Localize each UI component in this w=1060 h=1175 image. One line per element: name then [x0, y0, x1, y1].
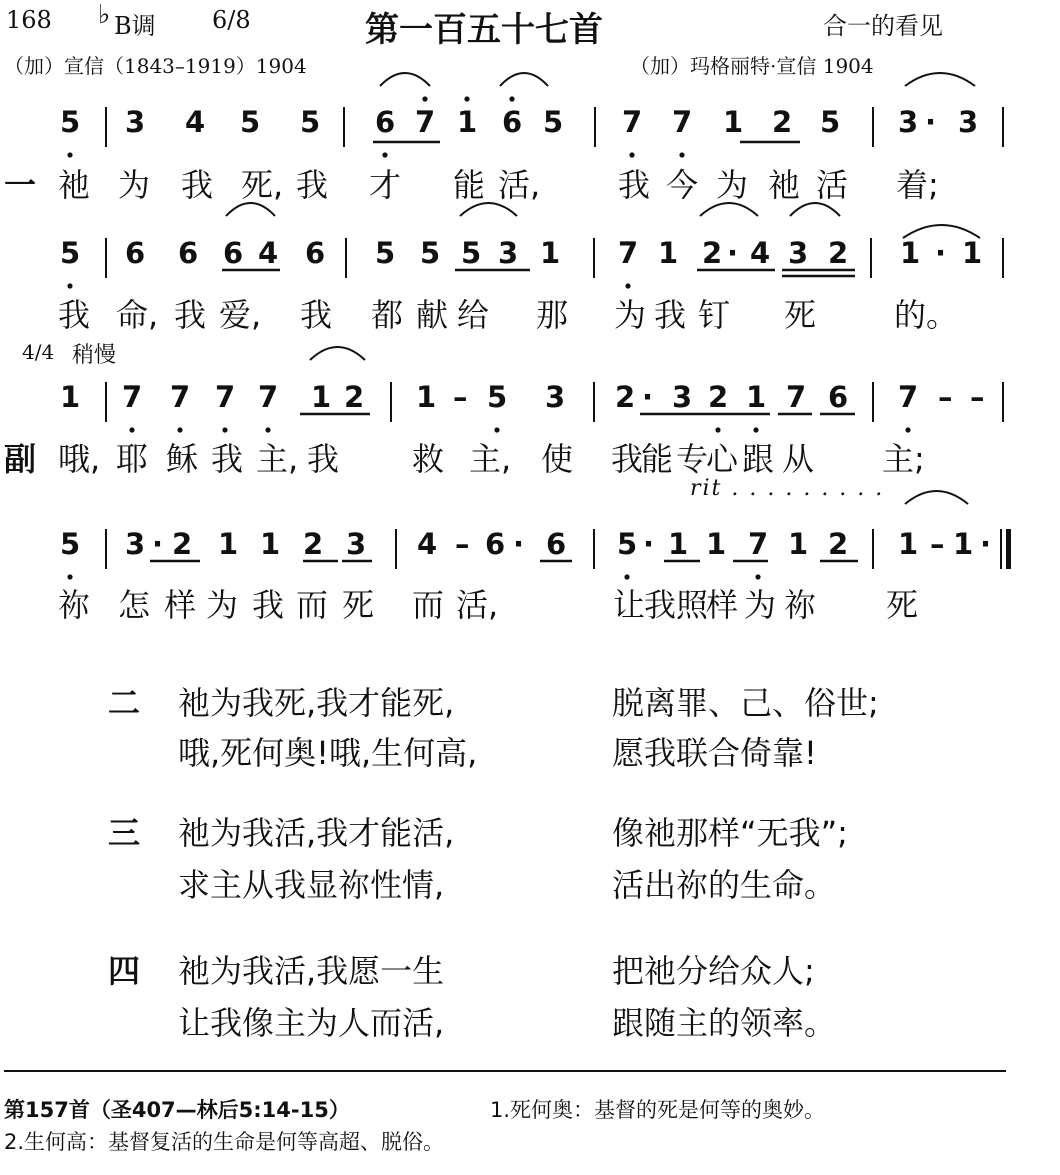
note: 3 — [125, 527, 146, 561]
note: · — [643, 527, 655, 561]
lyric-syllable: 怎 — [118, 586, 151, 624]
verse-line: 把祂分给众人; — [612, 952, 815, 990]
note: 3 — [958, 105, 979, 139]
tempo-meter: 4/4 — [22, 340, 55, 364]
lyric-syllable: 主; — [882, 440, 925, 478]
bar-line — [872, 382, 874, 422]
lyric-syllable: 命, — [116, 296, 159, 334]
bar-line — [390, 382, 392, 422]
verse-line: 哦,死何奥!哦,生何高, — [178, 734, 478, 772]
lyric-syllable: 救 — [412, 440, 445, 478]
note: 6 — [485, 527, 506, 561]
note: 3 — [125, 105, 146, 139]
note: 5 — [60, 527, 81, 561]
lyric-syllable: 钉 — [698, 296, 731, 334]
footer-reference: 第157首（圣407—林后5:14-15） — [4, 1098, 350, 1122]
lyric-syllable: 使 — [541, 440, 574, 478]
note: 1 — [668, 527, 689, 561]
octave-low-dot — [177, 427, 182, 432]
bar-line — [345, 238, 347, 278]
tempo-marking: 稍慢 — [72, 343, 117, 368]
lyric-syllable: 哦, — [58, 440, 101, 478]
bar-line — [395, 529, 397, 569]
bar-line — [1002, 238, 1004, 278]
lyric-syllable: 我 — [618, 166, 651, 204]
lyric-syllable: 死 — [886, 586, 919, 624]
lyric-syllable: 活, — [456, 586, 499, 624]
note: 2 — [708, 380, 729, 414]
note: 1 — [416, 380, 437, 414]
octave-low-dot — [679, 152, 684, 157]
note: – — [930, 527, 945, 561]
verse-line: 像祂那样“无我”; — [612, 814, 848, 852]
note: 2 — [772, 105, 793, 139]
verse-label: 一 — [4, 166, 37, 204]
lyric-syllable: 为 — [614, 296, 647, 334]
note: 1 — [706, 527, 727, 561]
lyric-syllable: 才 — [369, 166, 402, 204]
footer-divider — [4, 1070, 1006, 1072]
verse-line: 让我像主为人而活, — [178, 1004, 445, 1042]
note: 5 — [375, 236, 396, 270]
note: 6 — [375, 105, 396, 139]
lyric-syllable: 而 — [412, 586, 445, 624]
lyric-syllable: 能 — [641, 440, 674, 478]
lyric-syllable: 祢 — [58, 586, 91, 624]
note: 5 — [240, 105, 261, 139]
note: 4 — [750, 236, 771, 270]
bar-line — [105, 529, 107, 569]
lyric-syllable: 能 — [453, 166, 486, 204]
note: 2 — [615, 380, 636, 414]
note: – — [455, 527, 470, 561]
note: 7 — [898, 380, 919, 414]
note: 6 — [223, 236, 244, 270]
octave-high-dot — [464, 96, 469, 101]
lyric-syllable: 都 — [371, 296, 404, 334]
note: 6 — [502, 105, 523, 139]
note: · — [513, 527, 525, 561]
footer-note-1: 1.死何奥：基督的死是何等的奥妙。 — [490, 1098, 826, 1122]
octave-low-dot — [67, 152, 72, 157]
tie-slur — [905, 73, 975, 86]
lyric-syllable: 我 — [307, 440, 340, 478]
lyric-syllable: 的。 — [894, 296, 959, 334]
bar-line — [1002, 107, 1004, 147]
note: 7 — [170, 380, 191, 414]
note: 1 — [962, 236, 983, 270]
tie-slur — [500, 73, 548, 86]
verse-line: 跟随主的领率。 — [612, 1004, 837, 1042]
verse-line: 求主从我显祢性情, — [178, 866, 445, 904]
note: 2 — [828, 527, 849, 561]
lyric-syllable: 为 — [118, 166, 151, 204]
final-bar-line — [1006, 529, 1011, 569]
note: 3 — [672, 380, 693, 414]
octave-low-dot — [625, 283, 630, 288]
hymn-subtitle: 合一的看见 — [823, 12, 943, 40]
note: 5 — [820, 105, 841, 139]
note: 7 — [258, 380, 279, 414]
note: 1 — [658, 236, 679, 270]
note: 5 — [420, 236, 441, 270]
note: 1 — [260, 527, 281, 561]
verse-line: 活出祢的生命。 — [612, 866, 837, 904]
lyric-syllable: 祂 — [58, 166, 91, 204]
lyric-syllable: 我 — [296, 166, 329, 204]
lyric-syllable: 跟 — [742, 440, 775, 478]
note: 5 — [543, 105, 564, 139]
bar-line — [594, 107, 596, 147]
verse-number: 四 — [108, 952, 141, 990]
composer-credit: （加）玛格丽特·宣信 1904 — [630, 54, 874, 78]
bar-line — [870, 238, 872, 278]
lyric-syllable: 死, — [241, 166, 284, 204]
bar-line — [1000, 529, 1002, 569]
lyric-syllable: 稣 — [166, 440, 199, 478]
verse-number: 二 — [108, 684, 141, 722]
note: 1 — [218, 527, 239, 561]
lyric-syllable: 活, — [498, 166, 541, 204]
note: 7 — [122, 380, 143, 414]
note: 1 — [788, 527, 809, 561]
tie-slur — [380, 73, 430, 86]
ritardando-mark: rit . . . . . . . . . — [690, 476, 885, 501]
octave-low-dot — [265, 427, 270, 432]
lyric-syllable: 为 — [206, 586, 239, 624]
verse-label: 副 — [4, 440, 37, 478]
note: 4 — [258, 236, 279, 270]
note: 1 — [540, 236, 561, 270]
lyric-syllable: 让 — [613, 586, 646, 624]
tie-slur — [310, 347, 365, 360]
tie-slur — [905, 491, 968, 504]
note: 6 — [546, 527, 567, 561]
lyric-syllable: 样 — [164, 586, 197, 624]
note: 3 — [545, 380, 566, 414]
lyric-syllable: 我 — [644, 586, 677, 624]
note: 6 — [305, 236, 326, 270]
note: 3 — [346, 527, 367, 561]
bar-line — [872, 107, 874, 147]
verse-line: 祂为我活,我愿一生 — [178, 952, 445, 990]
note: 5 — [300, 105, 321, 139]
note: 4 — [185, 105, 206, 139]
octave-low-dot — [715, 427, 720, 432]
octave-low-dot — [905, 427, 910, 432]
bar-line — [105, 107, 107, 147]
verse-line: 祂为我死,我才能死, — [178, 684, 455, 722]
lyric-syllable: 心 — [706, 440, 739, 478]
lyric-syllable: 我 — [181, 166, 214, 204]
lyric-syllable: 为 — [744, 586, 777, 624]
hymn-number: 168 — [6, 6, 52, 34]
note: 2 — [828, 236, 849, 270]
note: 1 — [723, 105, 744, 139]
verse-line: 脱离罪、己、俗世; — [612, 684, 879, 722]
lyric-syllable: 我 — [58, 296, 91, 334]
verse-line: 祂为我活,我才能活, — [178, 814, 455, 852]
note: 2 — [702, 236, 723, 270]
footer-note-2: 2.生何高：基督复活的生命是何等高超、脱俗。 — [4, 1130, 445, 1154]
note: · — [152, 527, 164, 561]
octave-low-dot — [753, 427, 758, 432]
note: · — [925, 105, 937, 139]
note: 3 — [898, 105, 919, 139]
note: · — [727, 236, 739, 270]
note: 5 — [60, 236, 81, 270]
note: 5 — [461, 236, 482, 270]
lyric-syllable: 我 — [211, 440, 244, 478]
octave-low-dot — [67, 283, 72, 288]
bar-line — [872, 529, 874, 569]
note: 7 — [415, 105, 436, 139]
note: · — [642, 380, 654, 414]
lyric-syllable: 耶 — [116, 440, 149, 478]
verse-line: 愿我联合倚靠! — [612, 734, 817, 772]
note: 7 — [786, 380, 807, 414]
octave-low-dot — [494, 427, 499, 432]
lyric-syllable: 主, — [469, 440, 512, 478]
page-title: 第一百五十七首 — [365, 10, 603, 50]
note: 4 — [417, 527, 438, 561]
note: 1 — [953, 527, 974, 561]
lyric-syllable: 照 — [676, 586, 709, 624]
note: – — [970, 380, 985, 414]
lyric-syllable: 我 — [174, 296, 207, 334]
lyric-syllable: 我 — [654, 296, 687, 334]
lyric-syllable: 为 — [716, 166, 749, 204]
flat-sign: ♭ — [98, 0, 111, 30]
lyric-syllable: 死 — [342, 586, 375, 624]
bar-line — [105, 238, 107, 278]
note: 6 — [178, 236, 199, 270]
lyric-syllable: 献 — [416, 296, 449, 334]
note: 5 — [60, 105, 81, 139]
lyric-syllable: 那 — [536, 296, 569, 334]
lyric-syllable: 主, — [256, 440, 299, 478]
note: 7 — [622, 105, 643, 139]
note: 7 — [748, 527, 769, 561]
note: 6 — [828, 380, 849, 414]
note: 7 — [215, 380, 236, 414]
note: 1 — [60, 380, 81, 414]
lyric-syllable: 专 — [676, 440, 709, 478]
note: 7 — [618, 236, 639, 270]
note: 1 — [898, 527, 919, 561]
note: 1 — [311, 380, 332, 414]
lyric-syllable: 活 — [816, 166, 849, 204]
bar-line — [105, 382, 107, 422]
note: 5 — [617, 527, 638, 561]
bar-line — [593, 382, 595, 422]
note: 1 — [900, 236, 921, 270]
lyric-syllable: 今 — [666, 166, 699, 204]
note: 7 — [672, 105, 693, 139]
lyric-syllable: 样 — [706, 586, 739, 624]
note: 6 — [125, 236, 146, 270]
lyric-syllable: 爱, — [219, 296, 262, 334]
lyric-syllable: 我 — [252, 586, 285, 624]
octave-low-dot — [624, 574, 629, 579]
note: – — [938, 380, 953, 414]
note: 2 — [303, 527, 324, 561]
note: 1 — [746, 380, 767, 414]
octave-low-dot — [382, 152, 387, 157]
note: · — [980, 527, 992, 561]
octave-high-dot — [422, 96, 427, 101]
note: 5 — [487, 380, 508, 414]
lyric-syllable: 而 — [296, 586, 329, 624]
note: 1 — [457, 105, 478, 139]
key-signature: B调 — [114, 12, 156, 40]
note: 2 — [344, 380, 365, 414]
lyric-syllable: 祂 — [768, 166, 801, 204]
note: 3 — [788, 236, 809, 270]
lyric-syllable: 死 — [784, 296, 817, 334]
octave-low-dot — [629, 152, 634, 157]
octave-high-dot — [509, 96, 514, 101]
lyricist-credit: （加）宣信（1843–1919）1904 — [4, 54, 307, 78]
note: 3 — [498, 236, 519, 270]
note: 2 — [172, 527, 193, 561]
lyric-syllable: 我 — [300, 296, 333, 334]
note: · — [935, 236, 947, 270]
lyric-syllable: 祢 — [784, 586, 817, 624]
lyric-syllable: 着; — [896, 166, 939, 204]
verse-number: 三 — [108, 814, 141, 852]
octave-low-dot — [222, 427, 227, 432]
note: – — [453, 380, 468, 414]
lyric-syllable: 我 — [611, 440, 644, 478]
octave-low-dot — [755, 574, 760, 579]
bar-line — [593, 238, 595, 278]
octave-low-dot — [129, 427, 134, 432]
octave-low-dot — [67, 574, 72, 579]
bar-line — [593, 529, 595, 569]
time-signature: 6/8 — [212, 6, 251, 34]
bar-line — [1002, 382, 1004, 422]
bar-line — [343, 107, 345, 147]
lyric-syllable: 从 — [782, 440, 815, 478]
lyric-syllable: 给 — [457, 296, 490, 334]
